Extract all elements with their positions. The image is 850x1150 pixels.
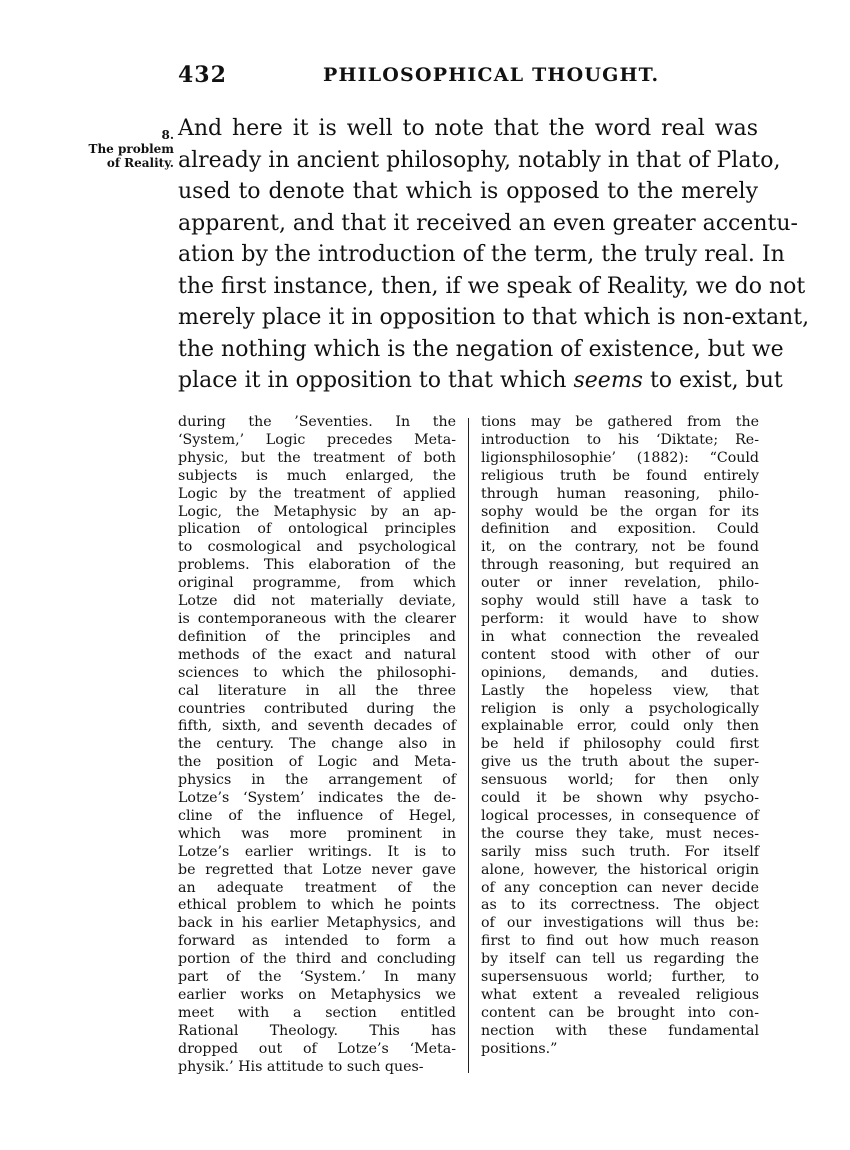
column-divider xyxy=(468,418,469,1073)
footnote-line: definition of the principles and xyxy=(178,628,456,645)
footnote-line: sciences to which the philosophi- xyxy=(178,664,456,681)
body-line: the nothing which is the negation of existence, but we xyxy=(178,336,784,362)
main-body-text xyxy=(178,113,810,397)
footnote-line: Lotze’s ‘System’ indicates the de- xyxy=(178,790,456,807)
footnote-line: physic, but the treatment of both xyxy=(178,449,456,466)
body-line: merely place it in opposition to that which is non-extant, xyxy=(178,305,810,330)
body-line: ation by the introduction of the term, the truly real. In xyxy=(178,242,785,267)
footnote-line: the course they take, must neces- xyxy=(481,825,759,842)
footnote-line: back in his earlier Metaphysics, and xyxy=(178,915,456,932)
footnote-line: Logic, the Metaphysic by an ap- xyxy=(178,503,456,520)
page-number: 432 xyxy=(178,62,227,88)
footnote-line: physics in the arrangement of xyxy=(178,772,456,789)
page-header xyxy=(178,62,758,90)
footnote-line: an adequate treatment of the xyxy=(178,879,456,896)
footnote-line: outer or inner revelation, philo- xyxy=(481,575,759,592)
footnote-line: meet with a section entitled xyxy=(178,1004,456,1021)
footnote-line: sophy would be the organ for its xyxy=(481,503,759,520)
footnote-line: part of the ‘System.’ In many xyxy=(178,969,456,986)
footnote-line: forward as intended to form a xyxy=(178,933,456,950)
footnote-line: what extent a revealed religious xyxy=(481,987,759,1003)
footnote-line: the century. The change also in xyxy=(178,736,456,753)
footnote-line: subjects is much enlarged, the xyxy=(178,467,456,484)
footnote-line: through reasoning, but required an xyxy=(481,557,759,574)
footnote-line: logical processes, in consequence of xyxy=(481,807,759,824)
footnote-line: as to its correctness. The object xyxy=(481,897,759,914)
italic-word: seems xyxy=(573,368,643,393)
footnote-line: the position of Logic and Meta- xyxy=(178,754,456,771)
footnote-line: Rational Theology. This has xyxy=(178,1022,456,1039)
body-line-last-after: to exist, but xyxy=(649,368,783,393)
footnote-line: cal literature in all the three xyxy=(178,682,456,699)
footnote-line: ligionsphilosophie’ (1882): “Could xyxy=(481,449,759,466)
footnote-line: in what connection the revealed xyxy=(481,628,759,645)
footnote-line: dropped out of Lotze’s ‘Meta- xyxy=(178,1040,456,1057)
footnote-line: earlier works on Metaphysics we xyxy=(178,987,456,1003)
body-line: apparent, and that it received an even greater accentu- xyxy=(178,210,798,236)
body-line: And here it is well to note that the word real was xyxy=(178,116,758,141)
footnote-line: plication of ontological principles xyxy=(178,521,456,538)
footnote-column-left xyxy=(178,414,456,1077)
footnote-line: ethical problem to which he points xyxy=(178,897,456,914)
footnote-line: content stood with other of our xyxy=(481,646,759,663)
footnote-line: give us the truth about the super- xyxy=(481,754,759,771)
footnote-line: Lastly the hopeless view, that xyxy=(481,682,759,699)
body-line-last-before: place it in opposition to that which xyxy=(178,368,567,393)
body-line-last xyxy=(178,365,783,397)
footnote-line: physik.’ His attitude to such ques- xyxy=(178,1058,424,1075)
section-number: 8. xyxy=(161,128,174,142)
footnote-line: of our investigations will thus be: xyxy=(481,915,759,932)
footnote-line: perform: it would have to show xyxy=(481,610,759,627)
footnote-line: Logic by the treatment of applied xyxy=(178,485,456,502)
footnote-line: which was more prominent in xyxy=(178,825,456,842)
footnote-line: through human reasoning, philo- xyxy=(481,485,759,502)
footnote-line: cline of the influence of Hegel, xyxy=(178,807,456,824)
margin-note-line-1: The problem xyxy=(88,142,174,156)
footnote-line: definition and exposition. Could xyxy=(481,521,759,538)
footnote-line: sarily miss such truth. For itself xyxy=(481,843,759,860)
margin-note-line-2: of Reality. xyxy=(106,156,174,170)
margin-note xyxy=(70,128,174,170)
footnote-line: supersensuous world; further, to xyxy=(481,969,759,986)
footnote-line: it, on the contrary, not be found xyxy=(481,539,759,556)
footnote-line: of any conception can never decide xyxy=(481,879,759,896)
body-line: already in ancient philosophy, notably in that of Plato, xyxy=(178,147,781,173)
footnote-line: introduction to his ‘Diktate; Re- xyxy=(481,431,759,448)
footnote-line: opinions, demands, and duties. xyxy=(481,664,759,681)
footnote-line: to cosmological and psychological xyxy=(178,539,456,556)
footnote-line: original programme, from which xyxy=(178,575,456,592)
footnote-line: positions.” xyxy=(481,1040,558,1057)
footnote-line: countries contributed during the xyxy=(178,700,456,717)
footnote-line: explainable error, could only then xyxy=(481,718,759,735)
footnote-line: is contemporaneous with the clearer xyxy=(178,610,456,627)
footnote-line: by itself can tell us regarding the xyxy=(481,951,759,968)
footnote-line: religious truth be found entirely xyxy=(481,467,759,484)
footnote-line: first to find out how much reason xyxy=(481,933,759,950)
footnote-line: nection with these fundamental xyxy=(481,1022,759,1039)
footnote-line: be regretted that Lotze never gave xyxy=(178,861,456,878)
footnote-line: methods of the exact and natural xyxy=(178,646,456,663)
body-line: the first instance, then, if we speak of Reality, we do not xyxy=(178,273,806,299)
running-title: PHILOSOPHICAL THOUGHT. xyxy=(323,64,660,86)
footnote-line: portion of the third and concluding xyxy=(178,951,456,968)
footnote-line: sophy would still have a task to xyxy=(481,593,759,610)
footnote-line: fifth, sixth, and seventh decades of xyxy=(178,718,456,735)
footnote-line: be held if philosophy could first xyxy=(481,736,759,753)
footnote-line: during the ’Seventies. In the xyxy=(178,414,456,430)
footnote-line: religion is only a psychologically xyxy=(481,700,759,717)
footnote-line: alone, however, the historical origin xyxy=(481,861,759,878)
body-line: used to denote that which is opposed to the merely xyxy=(178,179,758,204)
footnote-line: Lotze did not materially deviate, xyxy=(178,593,456,610)
footnote-line: problems. This elaboration of the xyxy=(178,557,456,574)
footnote-line: ‘System,’ Logic precedes Meta- xyxy=(178,431,456,448)
footnote-line: Lotze’s earlier writings. It is to xyxy=(178,843,456,860)
footnote-line: content can be brought into con- xyxy=(481,1004,759,1021)
footnote-line: tions may be gathered from the xyxy=(481,414,759,430)
footnote-line: could it be shown why psycho- xyxy=(481,790,759,807)
footnote-column-right xyxy=(481,414,759,1059)
footnote-line: sensuous world; for then only xyxy=(481,772,759,789)
